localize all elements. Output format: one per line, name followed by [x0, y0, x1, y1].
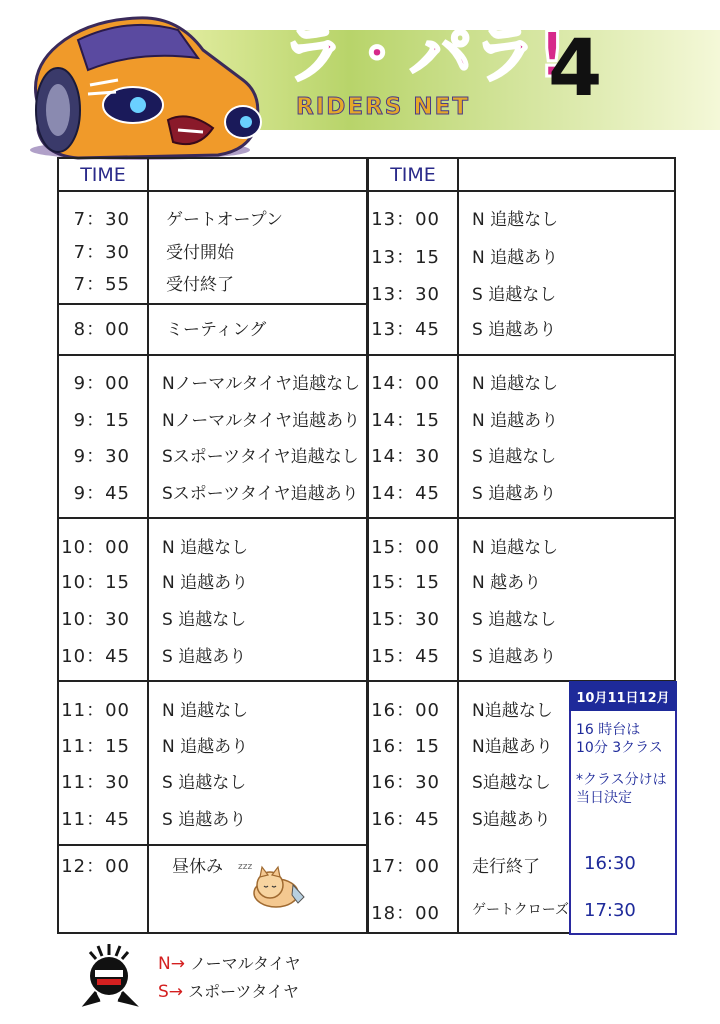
left-row-label: Sスポーツタイヤ追越あり: [162, 484, 359, 504]
legend-normal-text: ノーマルタイヤ: [190, 954, 301, 973]
left-row-label: 昼休み: [172, 857, 223, 877]
note-time-1: 16:30: [584, 853, 636, 874]
left-row-label: Nノーマルタイヤ追越あり: [162, 411, 361, 431]
riders-net-logo-icon: [78, 942, 140, 1008]
legend-normal: [158, 951, 301, 974]
left-row-time: 11：15: [61, 736, 130, 757]
note-time-2: 17:30: [584, 900, 636, 921]
right-row-time: 13：15: [371, 247, 440, 268]
right-row-label: N 追越あり: [472, 411, 559, 431]
left-row-time: 10：15: [61, 572, 130, 593]
left-row-time: 7：55: [73, 274, 130, 295]
right-row-time: 13：45: [371, 319, 440, 340]
left-row-label: S 追越あり: [162, 647, 247, 667]
left-row-label: N 追越なし: [162, 538, 249, 558]
right-row-time: 15：30: [371, 609, 440, 630]
right-row-label: S追越なし: [472, 773, 551, 793]
right-row-label: N 追越なし: [472, 210, 559, 230]
left-row-time: 7：30: [73, 242, 130, 263]
left-row-time: 8：00: [73, 319, 130, 340]
right-row-label: N追越なし: [472, 701, 553, 721]
left-row-time: 12：00: [61, 856, 130, 877]
legend-sports-key: S→: [158, 982, 184, 1002]
left-row-label: Sスポーツタイヤ追越なし: [162, 447, 359, 467]
car-mascot-icon: [18, 10, 263, 162]
right-row-time: 16：00: [371, 700, 440, 721]
sleeping-cat-icon: [238, 855, 314, 911]
legend-sports: [158, 979, 299, 1002]
right-row-label: N 追越なし: [472, 374, 559, 394]
logo-subtitle: RIDERS NET: [296, 94, 471, 120]
right-row-label: ゲートクローズ: [472, 902, 570, 918]
note-line-3: *クラス分けは: [576, 772, 667, 788]
right-row-time: 16：45: [371, 809, 440, 830]
left-row-time: 9：00: [73, 373, 130, 394]
left-row-time: 7：30: [73, 209, 130, 230]
right-row-label: N追越あり: [472, 737, 553, 757]
left-row-time: 11：30: [61, 772, 130, 793]
right-row-time: 14：45: [371, 483, 440, 504]
left-row-label: ミーティング: [166, 320, 267, 340]
note-line-1: 16 時台は: [576, 722, 641, 738]
time-header-right: TIME: [390, 163, 436, 186]
left-row-label: N 追越なし: [162, 701, 249, 721]
note-header: 10月11日12月: [569, 681, 677, 711]
right-row-time: 16：30: [371, 772, 440, 793]
left-row-time: 9：45: [73, 483, 130, 504]
left-row-time: 11：00: [61, 700, 130, 721]
right-row-label: S 追越なし: [472, 610, 557, 630]
left-row-time: 11：45: [61, 809, 130, 830]
left-row-label: Nノーマルタイヤ追越なし: [162, 374, 361, 394]
legend-sports-text: スポーツタイヤ: [188, 982, 300, 1001]
left-row-time: 9：15: [73, 410, 130, 431]
right-row-time: 15：00: [371, 537, 440, 558]
right-row-label: N 追越あり: [472, 248, 559, 268]
left-row-label: 受付開始: [166, 243, 234, 263]
left-row-label: S 追越あり: [162, 810, 247, 830]
page-number: 4: [548, 24, 603, 114]
left-row-time: 10：00: [61, 537, 130, 558]
right-row-time: 18：00: [371, 903, 440, 924]
left-row-label: 受付終了: [166, 275, 234, 295]
right-row-time: 13：00: [371, 209, 440, 230]
right-row-label: S 追越あり: [472, 484, 557, 504]
left-row-label: N 追越あり: [162, 737, 249, 757]
legend-normal-key: N→: [158, 954, 185, 974]
note-box: [569, 681, 677, 935]
right-row-label: S 追越なし: [472, 447, 557, 467]
right-row-time: 15：45: [371, 646, 440, 667]
right-row-time: 16：15: [371, 736, 440, 757]
logo-title: ラ・パラ!: [282, 18, 569, 91]
right-row-time: 15：15: [371, 572, 440, 593]
right-row-label: S 追越なし: [472, 285, 557, 305]
right-row-label: S 追越あり: [472, 320, 557, 340]
right-row-label: 走行終了: [472, 857, 540, 877]
left-row-label: N 追越あり: [162, 573, 249, 593]
left-row-label: S 追越なし: [162, 773, 247, 793]
svg-text:zzz: zzz: [238, 862, 253, 872]
left-row-time: 10：45: [61, 646, 130, 667]
right-row-time: 17：00: [371, 856, 440, 877]
right-row-label: N 追越なし: [472, 538, 559, 558]
left-row-time: 10：30: [61, 609, 130, 630]
right-row-time: 14：30: [371, 446, 440, 467]
right-row-time: 13：30: [371, 284, 440, 305]
left-row-label: ゲートオープン: [166, 210, 283, 230]
right-row-label: S 追越あり: [472, 647, 557, 667]
right-row-label: S追越あり: [472, 810, 551, 830]
right-row-time: 14：00: [371, 373, 440, 394]
right-row-label: N 越あり: [472, 573, 542, 593]
left-row-time: 9：30: [73, 446, 130, 467]
right-row-time: 14：15: [371, 410, 440, 431]
time-header-left: TIME: [80, 163, 126, 186]
note-line-4: 当日決定: [576, 790, 632, 806]
left-row-label: S 追越なし: [162, 610, 247, 630]
note-line-2: 10分 3クラス: [576, 740, 663, 756]
